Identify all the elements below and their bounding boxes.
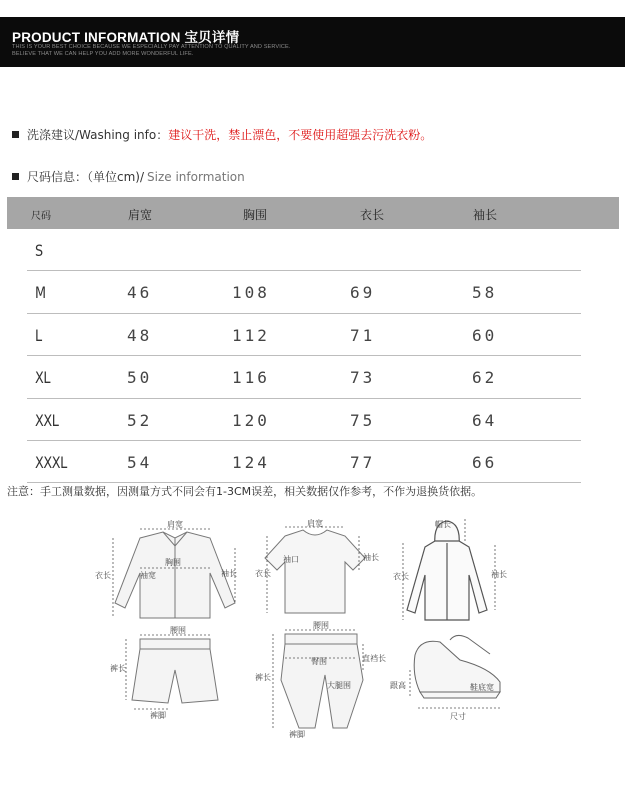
cell-chest: 112 — [232, 325, 270, 345]
table-row — [7, 314, 619, 356]
label-hat: 帽长 — [435, 520, 451, 529]
header-sleeve: 袖长 — [473, 208, 498, 222]
hoodie-measure-diagram — [395, 515, 515, 625]
label-length: 衣长 — [393, 572, 409, 581]
label-sleeve-length: 袖长 — [221, 569, 237, 578]
label-chest: 胸围 — [165, 558, 181, 567]
label-cuff: 袖口 — [283, 555, 299, 564]
cell-length: 73 — [350, 368, 376, 388]
shorts-measure-diagram — [110, 625, 230, 720]
header-chest: 胸围 — [243, 208, 268, 222]
table-row — [7, 399, 619, 441]
table-row — [7, 441, 619, 483]
size-table — [7, 197, 619, 483]
shoe-measure-diagram — [390, 630, 515, 725]
cell-size: S — [35, 241, 43, 260]
tshirt-measure-diagram — [255, 518, 385, 618]
header-length: 衣长 — [360, 208, 385, 222]
banner-subtitle-line1: THIS IS YOUR BEST CHOICE BECAUSE WE ESPECIALLY PAY ATTENTION TO QUALITY AND SERVICE. — [12, 44, 291, 50]
cell-size: XXL — [35, 410, 59, 430]
label-hem: 裤脚 — [150, 711, 166, 720]
label-waist: 腰围 — [313, 621, 329, 630]
header-shoulder: 肩宽 — [128, 208, 153, 222]
washing-value: 建议干洗，禁止漂色，不要使用超强去污洗衣粉。 — [168, 128, 433, 142]
label-length: 裤长 — [110, 664, 126, 673]
banner-title: PRODUCT INFORMATION 宝贝详情 — [12, 30, 240, 45]
cell-sleeve: 66 — [472, 452, 498, 472]
label-waist: 腰围 — [170, 626, 186, 635]
label-sleeve: 袖长 — [491, 570, 507, 579]
bullet-square-icon — [12, 173, 19, 180]
cell-sleeve: 60 — [472, 325, 498, 345]
label-length: 衣长 — [95, 571, 111, 580]
label-sleeve: 袖长 — [363, 553, 379, 562]
size-info-label: 尺码信息：（单位cm)/ — [27, 170, 145, 184]
label-shoulder: 肩宽 — [307, 519, 323, 528]
cell-shoulder: 52 — [127, 410, 153, 430]
cell-size: XXXL — [35, 452, 67, 472]
cell-shoulder: 46 — [127, 283, 153, 303]
cell-size: L — [35, 325, 42, 345]
label-hem: 裤脚 — [289, 730, 305, 739]
washing-label: 洗涤建议/Washing info： — [27, 128, 169, 142]
label-length: 裤长 — [255, 673, 271, 682]
size-info — [12, 168, 245, 185]
cell-sleeve: 64 — [472, 410, 498, 430]
cell-length: 77 — [350, 452, 376, 472]
cell-shoulder: 54 — [127, 452, 153, 472]
cell-length: 69 — [350, 283, 376, 303]
label-sole-width: 鞋底宽 — [470, 683, 494, 692]
cell-chest: 116 — [232, 368, 270, 388]
table-row — [7, 271, 619, 313]
label-thigh: 大腿围 — [327, 681, 351, 690]
label-length: 衣长 — [255, 569, 271, 578]
cell-chest: 124 — [232, 452, 270, 472]
cell-chest: 120 — [232, 410, 270, 430]
header-size: 尺码 — [31, 211, 51, 222]
header-banner — [0, 17, 625, 67]
size-table-header — [7, 197, 619, 229]
label-size: 尺寸 — [450, 712, 466, 721]
table-row — [7, 229, 619, 271]
washing-info — [12, 126, 432, 143]
label-crotch: 直裆长 — [362, 654, 386, 663]
cell-sleeve: 62 — [472, 368, 498, 388]
label-heel: 跟高 — [390, 681, 406, 690]
bullet-square-icon — [12, 131, 19, 138]
cell-shoulder: 50 — [127, 368, 153, 388]
cell-size: XL — [35, 368, 51, 388]
cell-sleeve: 58 — [472, 283, 498, 303]
pants-measure-diagram — [255, 620, 385, 740]
table-row — [7, 356, 619, 398]
cell-chest: 108 — [232, 283, 270, 303]
label-shoulder: 肩宽 — [167, 520, 183, 529]
shirt-measure-diagram — [95, 518, 255, 623]
label-hip: 臀围 — [311, 657, 327, 666]
cell-length: 75 — [350, 410, 376, 430]
cell-shoulder: 48 — [127, 325, 153, 345]
measurement-note: 注意：手工测量数据，因测量方式不同会有1-3CM误差，相关数据仅作参考，不作为退换货依据。 — [7, 485, 483, 498]
banner-subtitle-line2: BELIEVE THAT WE CAN HELP YOU ADD MORE WONDERFUL LIFE. — [12, 51, 194, 57]
label-sleeve-width: 袖宽 — [140, 571, 156, 580]
cell-size: M — [35, 283, 46, 303]
cell-length: 71 — [350, 325, 376, 345]
size-info-label-en: Size information — [147, 169, 245, 184]
